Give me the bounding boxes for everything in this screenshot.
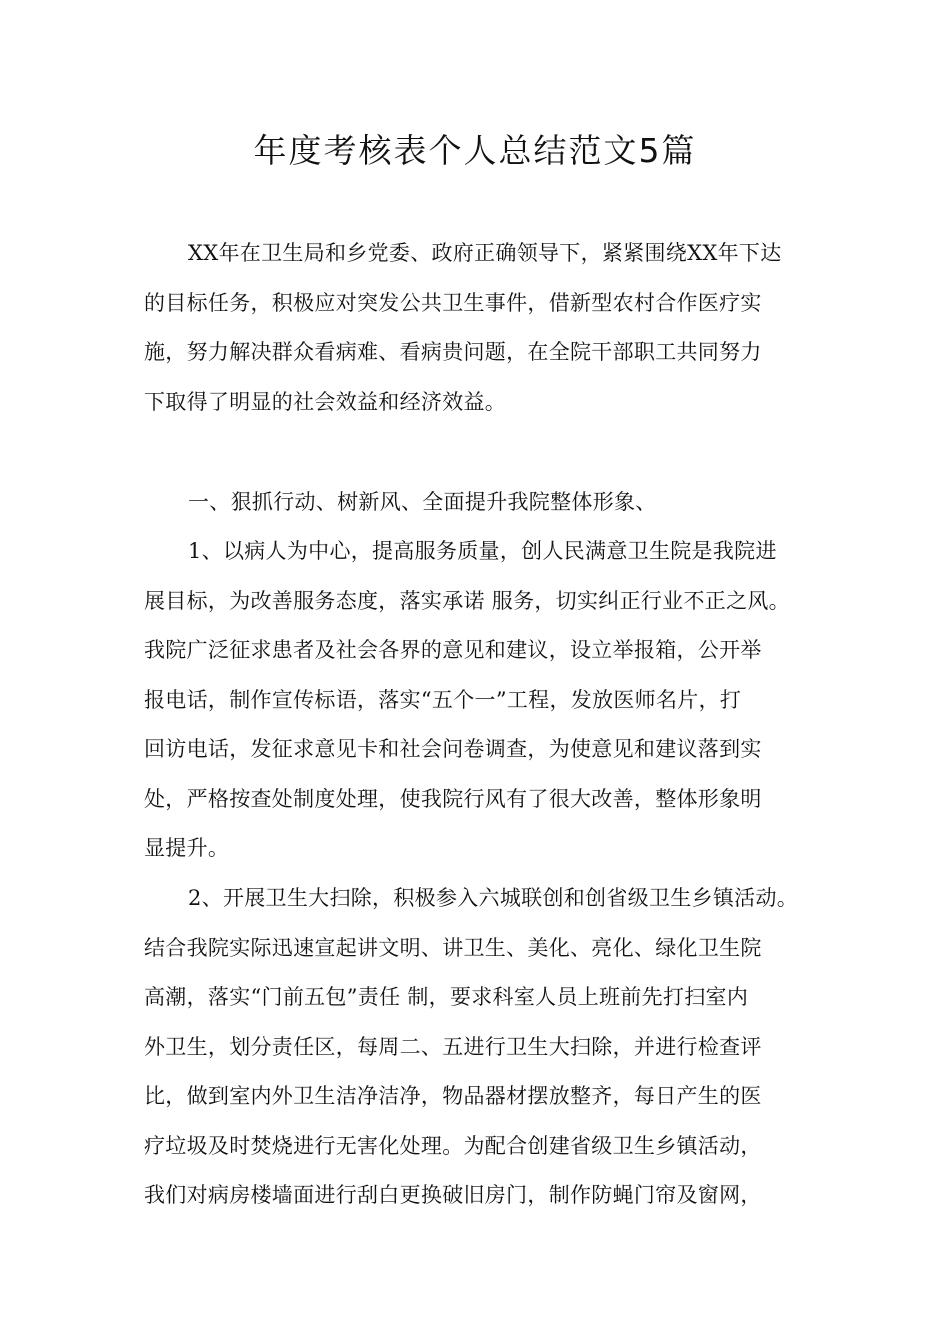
text-line: 2、开展卫生大扫除，积极参入六城联创和创省级卫生乡镇活动。 [188, 886, 799, 910]
text-line: 我们对病房楼墙面进行刮白更换破旧房门，制作防蝇门帘及窗网， [144, 1183, 762, 1207]
text-line: 展目标，为改善服务态度，落实承诺 服务，切实纠正行业不正之风。 [144, 588, 790, 613]
document-title: 年度考核表个人总结范文5篇 [253, 131, 697, 170]
text-line: 外卫生，划分责任区，每周二、五进行卫生大扫除，并进行检查评 [144, 1034, 762, 1059]
text-line: 处，严格按查处制度处理，使我院行风有了很大改善，整体形象明 [144, 786, 762, 811]
text-line: 结合我院实际迅速宣起讲文明、讲卫生、美化、亮化、绿化卫生院 [144, 935, 762, 960]
text-line: 比，做到室内外卫生洁净洁净，物品器材摆放整齐，每日产生的医 [144, 1084, 762, 1108]
text-line: 我院广泛征求患者及社会各界的意见和建议，设立举报箱，公开举 [144, 638, 762, 662]
section-heading [144, 478, 834, 528]
text-line: 显提升。 [144, 836, 230, 860]
text-line: 的目标任务，积极应对突发公共卫生事件，借新型农村合作医疗实 [144, 290, 762, 315]
text-line: 一、狠抓行动、树新风、全面提升我院整体形象、 [188, 490, 657, 514]
text-line: 高潮，落实“门前五包”责任 制，要求科室人员上班前先打扫室内 [144, 985, 749, 1009]
text-line: 报电话，制作宣传标语，落实“五个一”工程，发放医师名片，打 [144, 687, 742, 712]
text-line: 1、以病人为中心，提高服务质量，创人民满意卫生院是我院进 [188, 539, 777, 563]
text-line: 下取得了明显的社会效益和经济效益。 [144, 389, 507, 414]
text-line: XX年在卫生局和乡党委、政府正确领导下，紧紧围绕XX年下达 [188, 241, 782, 265]
paragraph-item-1 [144, 527, 834, 874]
text-line: 施，努力解决群众看病难、看病贵问题，在全院干部职工共同努力 [144, 340, 762, 364]
paragraph-item-2 [144, 874, 834, 1221]
paragraph-intro [144, 229, 834, 427]
text-line: 疗垃圾及时焚烧进行无害化处理。为配合创建省级卫生乡镇活动， [144, 1133, 762, 1158]
text-line: 回访电话，发征求意见卡和社会问卷调查，为使意见和建议落到实 [144, 737, 762, 761]
